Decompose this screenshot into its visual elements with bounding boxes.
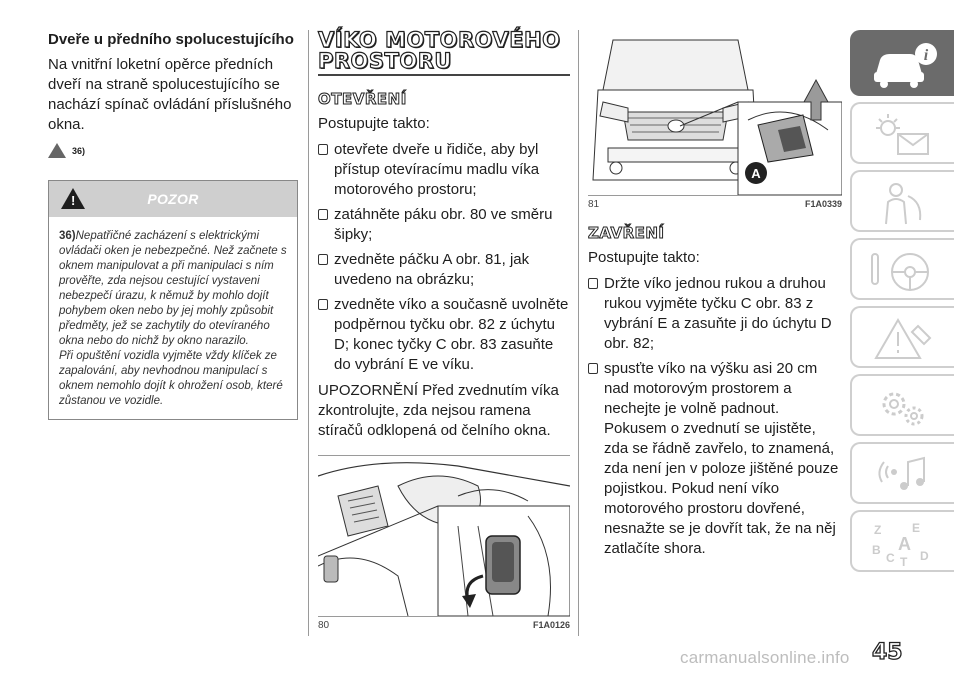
car-info-icon xyxy=(870,40,940,90)
opening-step-4-text: zvedněte víko a současně uvolněte podpěrnou tyčku obr. 82 z úchytu D; konec tyčky C obr. 83 zasuňte do vybrání E ve víku. xyxy=(334,296,569,373)
closing-step-2-text: spusťte víko na výšku asi 20 cm nad motorovým prostorem a nechejte je volně padnout. Pokusem o zvednutí se ujistěte, zda se řádně zavřelo, to znamená, zda není jen v poloze jištěné pouze pojistkou. Pokud není víko motorového prostoru dovřené, nesnažte se je dovřít tak, že na něj zatlačíte shora. xyxy=(604,360,839,557)
tab-index[interactable] xyxy=(850,510,954,572)
maintenance-icon xyxy=(870,384,940,430)
svg-text:E: E xyxy=(912,521,921,535)
warning-reference-number: 36) xyxy=(72,145,86,156)
figure-81-caption xyxy=(588,196,842,210)
tab-driving[interactable] xyxy=(850,238,954,300)
figure-81 xyxy=(588,30,842,196)
warning-icon xyxy=(61,188,85,209)
closing-intro: Postupujte takto: xyxy=(588,249,700,266)
figure-80-number: 80 xyxy=(318,620,330,631)
pozor-text-1: Nepatřičné zacházení s elektrickými ovládači oken je nebezpečné. Než začnete s oknem manipulovat a při manipulaci s ním prověřte, zda nejsou cestující vystaveni nebezpečí úrazu, k němuž by mohlo dojít pohybem oken nebo by jej mohly způsobit předměty, jež se zachytily do otevíraného okna nebo do nichž by okno narazilo. xyxy=(59,230,287,347)
opening-step-2-text: zatáhněte páku obr. 80 ve směru šipky; xyxy=(334,206,553,243)
opening-intro: Postupujte takto: xyxy=(318,115,430,132)
pozor-number: 36) xyxy=(59,230,76,242)
opening-step-4 xyxy=(318,295,570,375)
opening-step-1-text: otevřete dveře u řidiče, aby byl přístup otevíracímu madlu víka motorového prostoru; xyxy=(334,141,540,198)
chapter-tabs xyxy=(850,30,954,578)
svg-text:i: i xyxy=(923,47,929,64)
bullet-icon xyxy=(588,278,598,289)
warning-lights-icon xyxy=(870,112,940,158)
emergency-icon xyxy=(870,316,940,362)
svg-text:C: C xyxy=(886,551,895,565)
page-number: 45 xyxy=(872,640,903,665)
opening-step-3 xyxy=(318,250,570,290)
closing-step-1 xyxy=(588,274,842,354)
callout-a: A xyxy=(751,166,761,181)
hood-title-line-1: VÍKO MOTOROVÉHO xyxy=(318,28,561,52)
middle-column xyxy=(318,30,570,631)
column-divider-1 xyxy=(308,30,309,636)
watermark: carmanualsonline.info xyxy=(680,648,850,667)
figure-80-caption xyxy=(318,617,570,631)
figure-81-number: 81 xyxy=(588,199,600,210)
figure-80-code: F1A0126 xyxy=(532,620,570,630)
title-underline xyxy=(318,74,570,76)
tab-car-info[interactable] xyxy=(850,30,954,96)
opening-step-1 xyxy=(318,140,570,200)
left-column xyxy=(48,30,298,420)
subtitle-closing: ZAVŘENÍ xyxy=(588,224,665,242)
section-title-passenger-door: Dveře u předního spolucestujícího xyxy=(48,31,294,48)
hood-latch-illustration xyxy=(588,30,842,195)
tab-safety[interactable] xyxy=(850,170,954,232)
tab-emergency[interactable] xyxy=(850,306,954,368)
pozor-text-2: Při opuštění vozidla vyjměte vždy klíček ze zapalování, aby nevhodnou manipulací s oknem nemohlo dojít k ohrožení osob, které zůstanou ve vozidle. xyxy=(59,350,283,407)
hood-lever-illustration xyxy=(318,456,570,616)
section-title-hood xyxy=(318,30,570,72)
svg-text:D: D xyxy=(920,549,929,563)
driving-icon xyxy=(870,248,940,294)
bullet-icon xyxy=(318,144,328,155)
column-divider-2 xyxy=(578,30,579,636)
warning-reference xyxy=(48,143,298,158)
tab-maintenance[interactable] xyxy=(850,374,954,436)
opening-step-2 xyxy=(318,205,570,245)
svg-text:A: A xyxy=(898,534,911,554)
pozor-header xyxy=(49,181,297,217)
passenger-door-text: Na vnitřní loketní opěrce předních dveří na straně spolucestujícího se nachází spínač ovládání příslušného okna. xyxy=(48,56,292,133)
opening-step-3-text: zvedněte páčku A obr. 81, jak uvedeno na obrázku; xyxy=(334,251,530,288)
closing-step-2 xyxy=(588,359,842,559)
multimedia-icon xyxy=(870,452,940,498)
bullet-icon xyxy=(318,254,328,265)
svg-text:Z: Z xyxy=(874,523,882,537)
svg-text:T: T xyxy=(900,555,908,566)
safety-icon xyxy=(870,180,940,226)
figure-80 xyxy=(318,455,570,617)
bullet-icon xyxy=(588,363,598,374)
tab-multimedia[interactable] xyxy=(850,442,954,504)
pozor-warning-box xyxy=(48,180,298,420)
pozor-title: POZOR xyxy=(147,191,199,207)
svg-text:B: B xyxy=(872,543,881,557)
pozor-body xyxy=(49,217,297,419)
index-icon xyxy=(870,520,940,566)
tab-warning-lights[interactable] xyxy=(850,102,954,164)
figure-81-code: F1A0339 xyxy=(804,199,842,209)
closing-step-1-text: Držte víko jednou rukou a druhou rukou vyjměte tyčku C obr. 83 z vybrání E a zasuňte ji do úchytu D obr. 82; xyxy=(604,275,832,352)
hood-caution-note: UPOZORNĚNÍ Před zvednutím víka zkontrolujte, zda nejsou ramena stíračů odklopená od čelního okna. xyxy=(318,382,559,439)
right-column xyxy=(588,30,842,564)
bullet-icon xyxy=(318,209,328,220)
subtitle-opening: OTEVŘENÍ xyxy=(318,90,407,108)
warning-triangle-icon xyxy=(48,143,66,158)
bullet-icon xyxy=(318,299,328,310)
hood-title-line-2: PROSTORU xyxy=(318,49,452,73)
